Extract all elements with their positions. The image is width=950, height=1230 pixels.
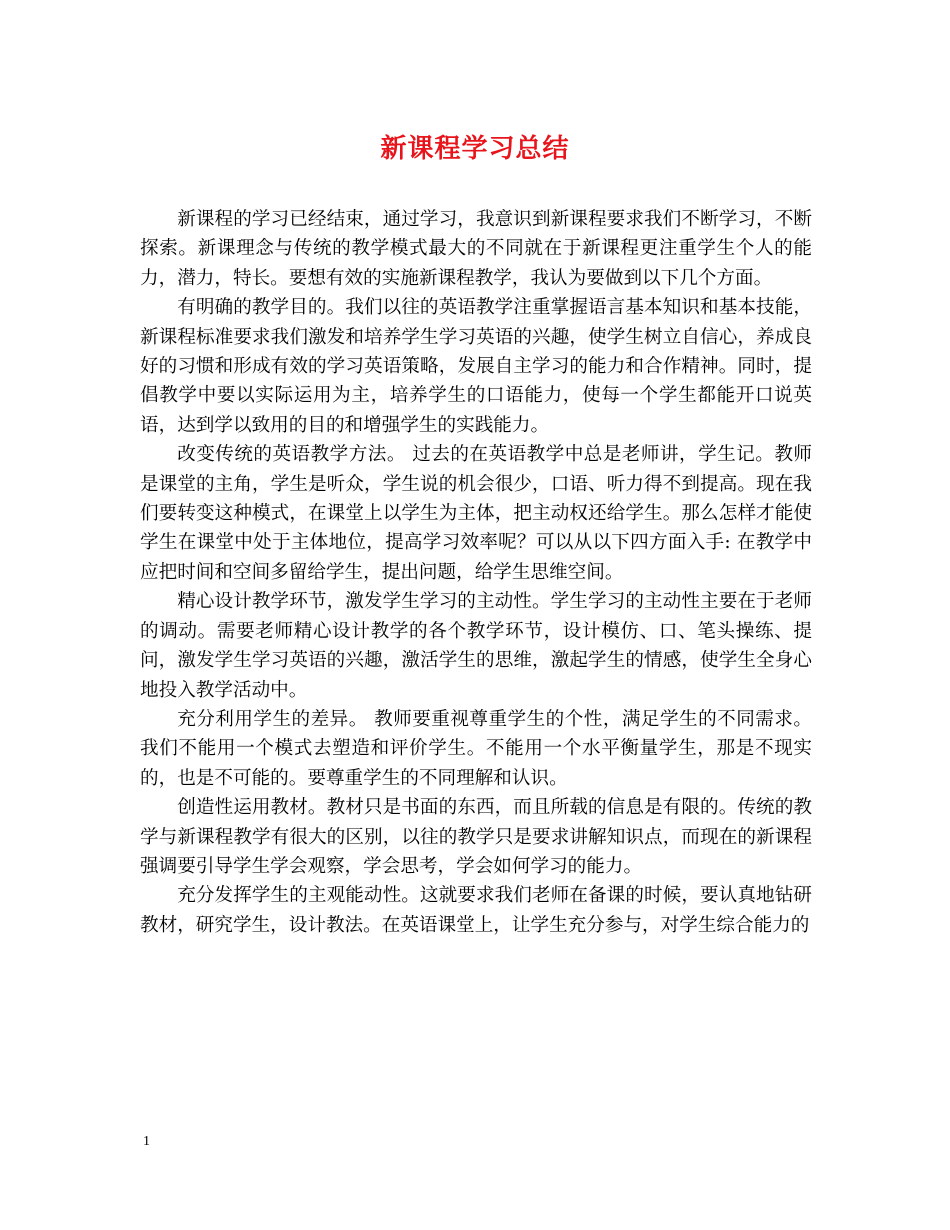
paragraph-teaching-method: 改变传统的英语教学方法。 过去的在英语教学中总是老师讲，学生记。教师是课堂的主角，学生是听众，学生说的机会很少，口语、听力得不到提高。现在我们要转变这种模式，在课堂上以学生为主体，把主动权还给学生。那么怎样才能使学生在课堂中处于主体地位，提高学习效率呢？可以从以下四方面入手: 在教学中应把时间和空间多留给学生，提出问题，给学生思维空间。: [140, 444, 812, 583]
document-title: 新课程学习总结: [380, 134, 570, 164]
paragraph-teaching-goal: 有明确的教学目的。我们以往的英语教学注重掌握语言基本知识和基本技能，新课程标准要求我们激发和培养学生学习英语的兴趣，使学生树立自信心，养成良好的习惯和形成有效的学习英语策略，发展自主学习的能力和合作精神。同时，提倡教学中要以实际运用为主，培养学生的口语能力，使每一个学生都能开口说英语，达到学以致用的目的和增强学生的实践能力。: [140, 297, 812, 436]
paragraph-lesson-design: 精心设计教学环节，激发学生学习的主动性。学生学习的主动性主要在于老师的调动。需要老师精心设计教学的各个教学环节，设计模仿、口、笔头操练、提问，激发学生学习英语的兴趣，激活学生的思维，激起学生的情感，使学生全身心地投入教学活动中。: [140, 591, 812, 701]
paragraph-intro: 新课程的学习已经结束，通过学习，我意识到新课程要求我们不断学习，不断探索。新课理念与传统的教学模式最大的不同就在于新课程更注重学生个人的能力，潜力，特长。要想有效的实施新课程教学，我认为要做到以下几个方面。: [140, 209, 812, 289]
paragraph-student-initiative: 充分发挥学生的主观能动性。这就要求我们老师在备课的时候，要认真地钻研教材，研究学生，设计教法。在英语课堂上，让学生充分参与，对学生综合能力的: [140, 885, 812, 936]
document-body: [140, 205, 812, 940]
paragraph-student-differences: 充分利用学生的差异。 教师要重视尊重学生的个性，满足学生的不同需求。我们不能用一个模式去塑造和评价学生。不能用一个水平衡量学生，那是不现实的，也是不可能的。要尊重学生的不同理解和认识。: [140, 708, 812, 789]
page-number: 1: [143, 1134, 150, 1149]
paragraph-textbook-use: 创造性运用教材。教材只是书面的东西，而且所载的信息是有限的。传统的教学与新课程教学有很大的区别，以往的教学只是要求讲解知识点，而现在的新课程强调要引导学生学会观察，学会思考，学会如何学习的能力。: [140, 797, 812, 877]
